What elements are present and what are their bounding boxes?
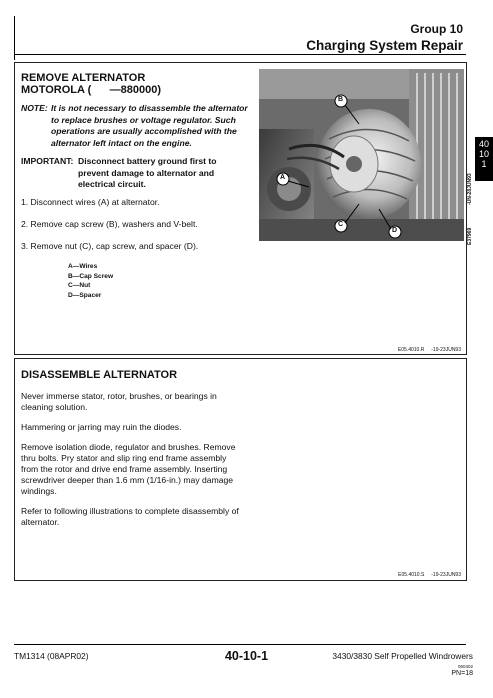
- footer-pn: PN=18: [451, 670, 473, 677]
- paragraph-line: from the rotor and drive end frame assembly. Inserting: [21, 464, 228, 474]
- page-number: 40-10-1: [224, 649, 269, 663]
- legend-item: B—Cap Screw: [68, 272, 114, 280]
- paragraph-line: windings.: [21, 486, 57, 496]
- legend-item: C—Nut: [68, 282, 91, 289]
- note-line: to replace brushes or voltage regulator. Such: [51, 114, 236, 125]
- tab-line: 1: [481, 159, 487, 169]
- step: 2. Remove cap screw (B), washers and V-belt.: [21, 219, 198, 229]
- group-label: Group 10: [410, 22, 463, 36]
- alternator-photo: [259, 69, 464, 241]
- step: 1. Disconnect wires (A) at alternator.: [21, 197, 160, 207]
- legend-item: D—Spacer: [68, 291, 102, 299]
- callout-a: A: [280, 174, 286, 181]
- important-line: prevent damage to alternator and: [78, 167, 215, 178]
- paragraph-line: cleaning solution.: [21, 402, 88, 412]
- note-label: NOTE:: [21, 103, 48, 113]
- footer-date-code: 060402: [457, 664, 473, 669]
- footer-manual-id: TM1314 (08APR02): [14, 651, 89, 661]
- legend-item: A—Wires: [68, 263, 98, 270]
- section-heading: DISASSEMBLE ALTERNATOR: [21, 369, 178, 381]
- paragraph-line: Hammering or jarring may ruin the diodes.: [21, 422, 182, 432]
- section-heading: REMOVE ALTERNATOR: [21, 72, 146, 84]
- section-heading-model: MOTOROLA ( —880000): [21, 84, 161, 96]
- section-code: E05.4010.R -19-23JUN93: [397, 347, 461, 353]
- paragraph-line: Remove isolation diode, regulator and brushes. Remove: [21, 442, 236, 452]
- page-title: Charging System Repair: [306, 38, 463, 53]
- header-rule: [14, 54, 466, 55]
- note-line: It is not necessary to disassemble the alternator: [51, 103, 248, 113]
- side-code: -UN-28JUN93: [467, 173, 473, 205]
- paragraph-line: alternator.: [21, 517, 60, 527]
- footer-product: 3430/3830 Self Propelled Windrowers: [332, 651, 473, 661]
- step: 3. Remove nut (C), cap screw, and spacer (D).: [21, 241, 199, 251]
- paragraph-line: Refer to following illustrations to complete disassembly of: [21, 506, 239, 516]
- tab-line: 40: [478, 139, 489, 149]
- note-line: alternator left intact on the engine.: [51, 137, 192, 148]
- important-label: IMPORTANT:: [21, 156, 74, 166]
- section-disassemble-alternator: [14, 358, 467, 581]
- callout-c: C: [338, 221, 344, 228]
- note-line: operations are usually accomplished with the: [51, 126, 237, 136]
- important-line: Disconnect battery ground first to: [78, 156, 217, 166]
- callout-d: D: [392, 227, 398, 234]
- footer-rule: [14, 644, 466, 645]
- paragraph-line: Never immerse stator, rotor, brushes, or bearings in: [21, 391, 217, 401]
- side-code-figure: E37969: [467, 227, 473, 245]
- paragraph-line: thru bolts. Pry stator and slip ring end frame assembly: [21, 453, 227, 463]
- tab-line: 10: [478, 149, 489, 159]
- paragraph-line: screwdriver deeper than 1.6 mm (1/16-in.) may damage: [21, 475, 234, 485]
- section-tab: [475, 137, 493, 181]
- callout-b: B: [338, 96, 344, 103]
- section-code: E05.4010.S -19-23JUN93: [398, 572, 461, 578]
- important-line: electrical circuit.: [78, 179, 146, 189]
